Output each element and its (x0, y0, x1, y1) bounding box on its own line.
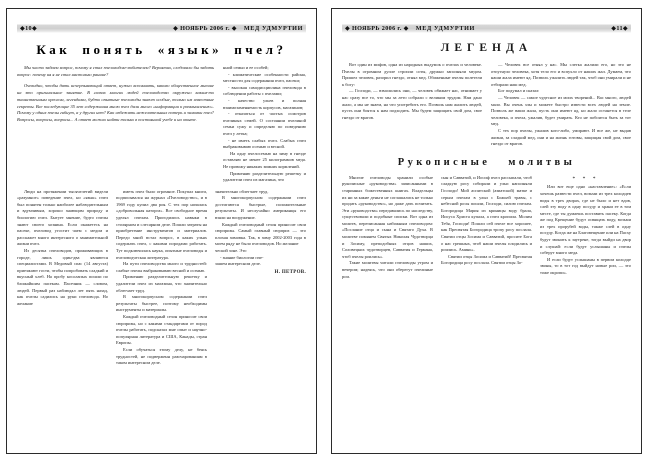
body-paragraph: зашем интересном деле. (215, 261, 261, 267)
lead-paragraph: Мы часто задаем вопрос, почему я стал пчеловодом-любителем? Вероятно, следовало бы задать вопрос: почему ия я не стал настолько ранние? (17, 65, 214, 77)
left-page-title (17, 42, 306, 58)
right-running-head (342, 23, 631, 33)
body-paragraph: Святии отцы Зосима и Савватий! Пресвятая Богородица росу послала. Святии отцы Зо- (441, 253, 532, 266)
prayers-column-3 (540, 175, 631, 281)
list-item: - отказаться от частых осмотров пчелиных семей. О состоянии пчелиной семьи сужу и определяю по поведению пчел у летка; (223, 111, 306, 136)
body-paragraph: Бог подумал и сказал: (498, 88, 540, 94)
body-paragraph: Каждый пчеловодный сезон приносит свои сюрпризы, но с какими стандартами от пород пчелы работать, подсказал мне опыт и научно-популярная литература и США, Канады, стран Европы. (116, 313, 207, 346)
body-paragraph: С тех пор пчелы, ужалив кого-либо, умирают. И все же, не выдав жизни, за сладкий мед, они и на жизнь готовы, защищая свой дом, свое гнездо от врагов. (491, 127, 631, 147)
body-paragraph: сын и Савватий, и Иосиф пчел рассыпали, чтоб сладкую росу собирали и ульи наполняли Господи! Мой аспитской (азиатской) матке и серым пчелам в ульи с Божьей травы, с небесной росы пошли, Господи, силою пчелам. Богородица Мария из криницы воду брала, Иисуса Христа купала, а пчел кропила. Молим Тебя, Господи! Пошли сей пчеле все хорошее, как Пресвятая Богородица тропу росу послала. Святии отцы Зосима и Савватий, просите Бога о нас грешных, чтоб наши пчелы плодились и роились. Аминь». (441, 174, 532, 253)
title-word-2: понять (82, 42, 146, 57)
body-paragraph: значительно облегчает труд. (215, 188, 269, 194)
legend-columns (342, 62, 631, 148)
left-folio: ◆10◆ (20, 24, 38, 32)
body-paragraph: И если будут услышаны в первом колодце звоны, то в тот год выйдут новые рои, — это тоже окропи». (540, 256, 631, 276)
body-paragraph: На пути пчеловодства много и трудностей: слабые пчелы выбраковываю весной и осенью. (116, 261, 207, 273)
body-paragraph: В многокорпусном содержании пчел результаты быстрее, поэтому необходимы инструменты и материалы. (116, 294, 207, 313)
prayers-title-word-2: молитвы (508, 156, 576, 168)
list-item: Применяю разделительную решетку и удалители пчел из магазина, что (223, 170, 306, 183)
prayers-columns (342, 175, 631, 281)
title-word-4: пчел? (234, 42, 287, 57)
list-item: - качество ульев и полная взаимозаменяемость корпусов, магазинов; (223, 97, 306, 110)
body-paragraph: ческой зоне. Это (215, 248, 247, 254)
right-runhead-magazine: МЕД УДМУРТИИ (415, 24, 475, 32)
prayers-title-word-1: Рукописные (397, 156, 491, 168)
legend-column-1 (342, 62, 482, 148)
body-paragraph: Или вот еще одно «наставление»: «Если хочешь развести пчел, возьми из трех колодцев воды в трех дворах, где не было и нет вдов, слей эту воду в одну посуду и храни ее в том месте, где ты думаешь поставить пасеку. Когда же под Крещение будут освящать воду, возьми из трех прорубей воды, также слей в одну посуду. Когда же на Благовещение или на Пасху будут звонить к заутрене, тогда выйди на двор и слушай: если будут услышаны и пчелы соберут много меда. (540, 184, 631, 256)
left-page (6, 8, 317, 454)
prayers-column-1 (342, 175, 433, 281)
left-running-head (17, 23, 306, 33)
left-column-2 (116, 189, 207, 367)
body-paragraph: — Господи, — взмолились они, — человек обижает нас, отнимает у нас сразу все то, что мы за лето собрали с великим трудом. Нам дано жало, а мы не знаем, на что употребить его. Позволь нам жалить людей, пусть они боятся к нам подходить. Мы будем защищать свой дом, свое гнездо от врагов. (342, 88, 482, 120)
right-runhead-issue: ◆ НОЯБРЬ 2006 г. ◆ (345, 24, 409, 32)
body-paragraph: иметь пчел было огромное. Покупал книги, подписывался на журнал «Пчеловодство», и в 1969 году купил два роя. С тех пор началась «добровольная каторга». Все свободное время уделял пчелам. Пригодились навыки в столярном и слесарном деле. Пошли затраты на приобретение инструментов и материалов. Передо мной встал вопрос, в каких ульях содержать пчел, с какими породами работать. Тут подключилась наука, опытные пчеловоды и пчеловодческая литература. (116, 188, 207, 260)
body-paragraph: Такие молитвы читали пчеловоды утром и вечером; надеясь, что они оберегут пчелиные рои. (342, 260, 433, 279)
body-paragraph: Применяю разделительную решетку и удалители пчел из магазина, что значительно облегчает труд. (116, 274, 207, 293)
title-word-3: «язык» (157, 42, 223, 57)
left-column-3 (215, 189, 306, 367)
prayers-title (342, 157, 631, 168)
legend-column-2 (491, 62, 631, 148)
list-item: - не иметь слабых пчел. Слабых пчел выбраковываю осенью и весной. (223, 137, 306, 150)
list-item: - климатические особенности района, местности для содержания пчел, пасеки; (223, 71, 306, 84)
prayers-column-2 (441, 175, 532, 281)
list-item: На одну пчелосемью на зиму в гнезде оставляю не менее 25 килограммов меда. Не провожу никаких зимних кормлений. (223, 150, 306, 169)
legend-title: ЛЕГЕНДА (440, 42, 533, 54)
list-item: нной семьи и ее особей; (223, 65, 269, 70)
body-paragraph: Каждый пчеловодный сезон приносит свои сюрпризы. Самый главный сюрприз — это плохая зимовка. Так, в зиму 2002-2003 года в моем ряду не было пчеловодов. Но желание (215, 221, 306, 247)
article-byline: Н. ПЕТРОВ. (274, 269, 306, 275)
left-side-list (223, 65, 306, 184)
section-separator: * * * (572, 175, 599, 182)
left-runhead-issue: ◆ НОЯБРЬ 2006 г. ◆ (173, 24, 237, 32)
list-item: - высокая самодисциплина пчеловода в соблюдении работы с пчелами; (223, 84, 306, 97)
body-paragraph: Если обучаться этому делу, не беясь трудностей, не подверженн разочарованиям в таком интересном деле. (116, 346, 207, 366)
left-body-columns (17, 189, 306, 367)
body-paragraph: Вот один из мифов, одна из народных выдумок о пчелах и человеке. Пчелы в огромном дупле строили соты, дружно заполняли медом. Пришел человек, разорил гнездо, отнял мед. Обиженные пчелы полетели к богу: (342, 62, 482, 87)
left-top-section (17, 65, 306, 184)
body-paragraph: В многокорпусном содержании пчел достигаются быстрые, положительные результаты. И неслучайно американцы его взяли на вооружение. (215, 195, 306, 221)
body-paragraph: - знание биологии пче- (220, 254, 264, 260)
body-paragraph: Из десятка пчеловодов, проживающих в городе, лишь один-два являются специалистами. В Медовый спас (14 августа) приезжают гости, чтобы попробовать сладкий и вкусный хлеб. На пробу косолапых пошли по ближайшим пасекам. Пасечник — словом, людей. Первый раз наблюдал лет пять назад, как пчелы садились на руки пчеловода. Но желание (17, 248, 108, 306)
body-paragraph: — Человек все отнял у нас. Мы слегка жалили его, но это не отпугнуло человека, хотя тело его и вспухло от наших жал. Думаем, что наши жала имеют яд. Позволь ужалить людей так, чтоб они умирали и не отбирали наш мед. (491, 62, 631, 87)
right-page (331, 8, 642, 454)
right-folio: ◆11◆ (611, 24, 628, 32)
lead-paragraph: Очевидно, чтобы дать исчерпывающий ответ, нужно вспомнить, каково общественное мнение на это оригинальное занятие. В глазах многих людей пчеловодство окружено каким-то таинственным ореолом, легендами, будто опытные пчеловоды знают особые, только им известные секреты. Все последующие 35 лет содержания мною пчел дали много «информации к размышлению». Почему у одних пчелы гибнут, а у других нет? Как избежать нежелательных потерь и зимовки пчел? Вопросы, вопросы, вопросы... А ответ можно найти только в постоянной учебе и на опыте. (17, 82, 214, 123)
lead-paragraphs (17, 65, 214, 124)
left-column-1 (17, 189, 108, 367)
body-paragraph: Люди на протяжении тысячелетий видели «разумное» поведение пчел, но «язык» пчел был понятен только наиболее наблюдательным и вдумчивым, хорошо знающим природу и биологию пчел. Бытует мнение, будто пчелы знают своего хозяина. Если окажетесь на пасеке, пчеловод угостит чаем с медом и расскажет много интересного о занимательной жизни пчел. (17, 188, 108, 247)
body-paragraph: Многие пчеловоды хранили особые рукописные «руководства» записанными в старинных божественных книгах. Владельцы их ни за какие деньги не соглашались не только продать «руководство», но даже дать почитать. Эти «руководства» передавались по наследству, существовали и подобные списки. Вот одна из молитв, переписанная набожным пчеловодом: «Послание отца и сына и Святаго Духа. В молитве помянем Святых Николая Чудотворца и Зосиму, преподобных отцов наших, Соловецких чудотворцев, Савватия и Германа, чтоб пчелы роились». (342, 174, 433, 259)
body-paragraph: — Человек — самое чудесное из моих творений... Вас много, людей мало. Вы очень злы и можете быстро извести всех людей на земле. Позволь же ваши жала, пусть они имеют яд, но жало останется в теле человека, и пчела, ужалив, будет умирать. Кто не побоится быть за тот мед. (491, 94, 631, 127)
title-word-1: Как (36, 42, 71, 57)
left-runhead-magazine: МЕД УДМУРТИИ (243, 24, 303, 32)
